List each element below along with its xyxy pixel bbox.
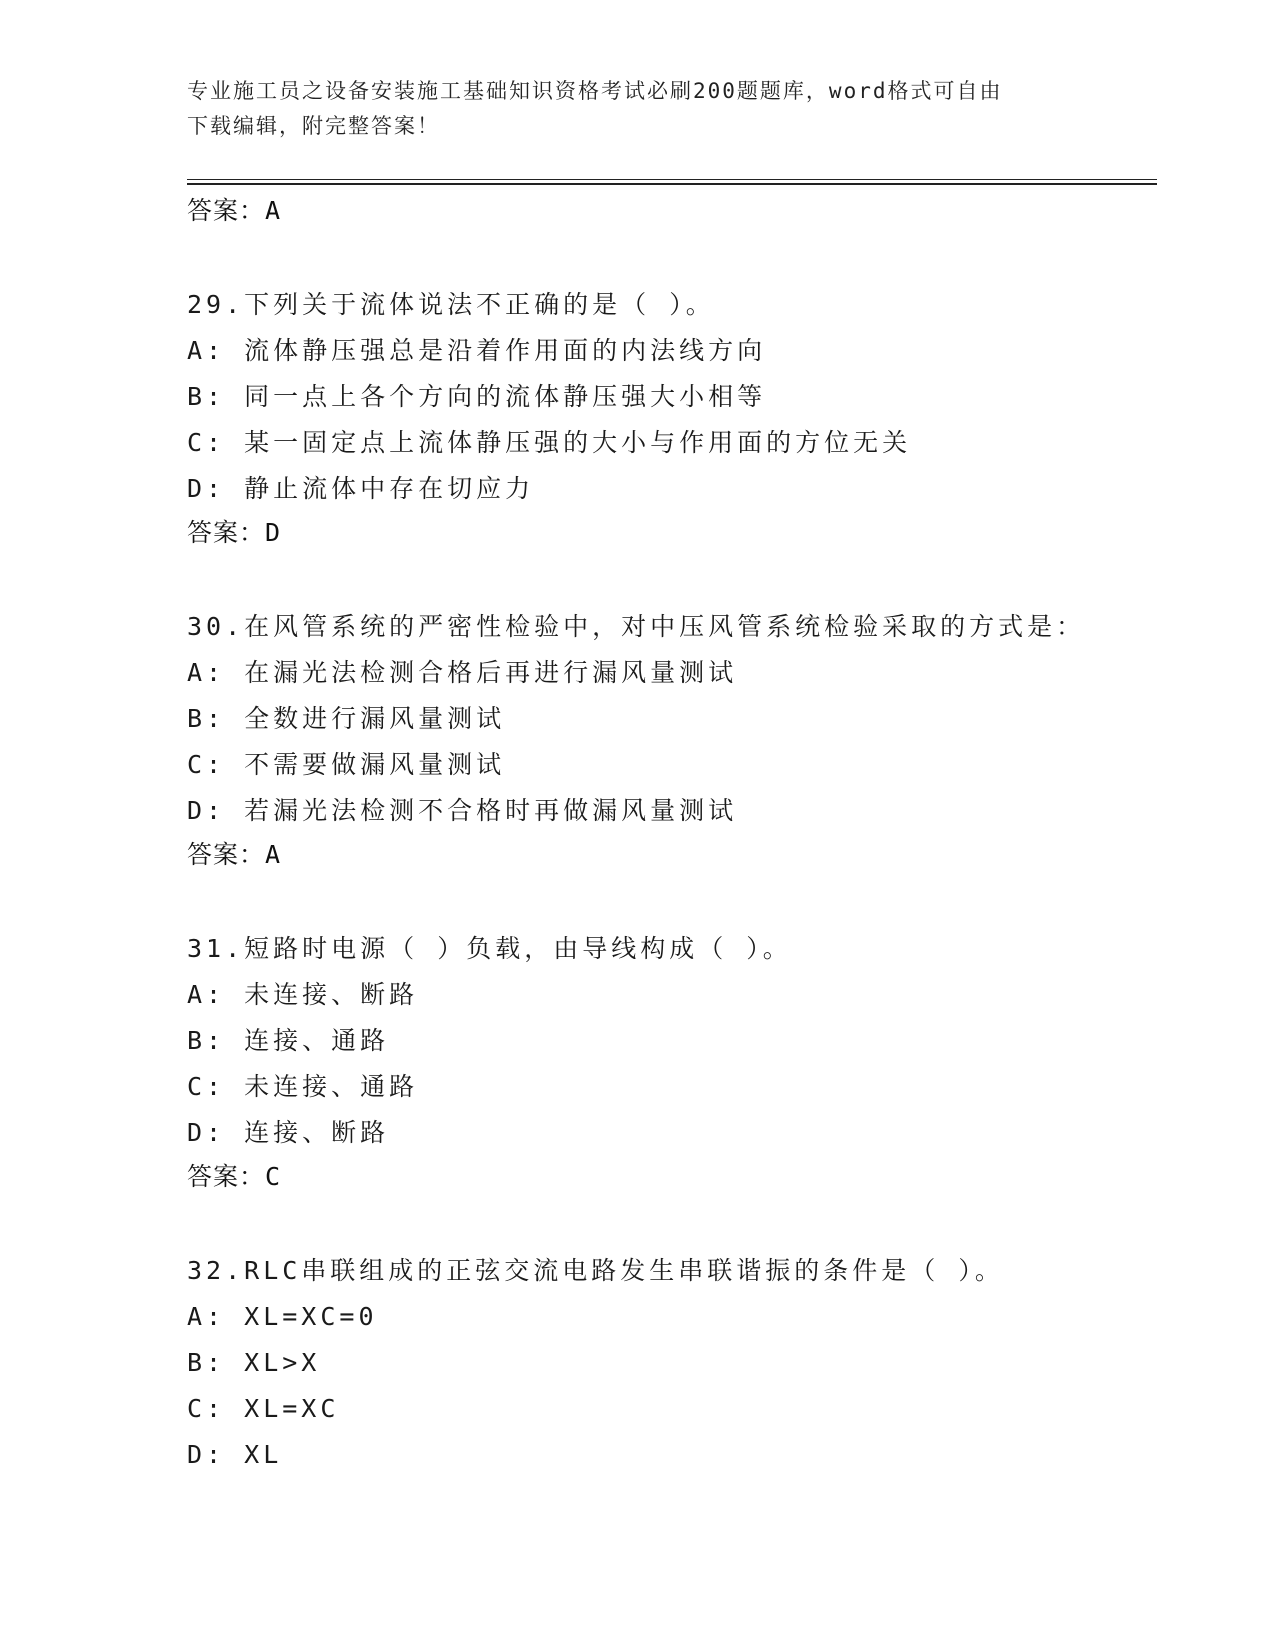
answer-line: 答案：D [187, 518, 282, 547]
question-block-31 [187, 926, 1177, 1198]
question-stem: 29.下列关于流体说法不正确的是（ ）。 [187, 290, 715, 319]
question-block-32 [187, 1248, 1177, 1478]
spacer [187, 554, 1177, 604]
header-divider-thin [187, 179, 1157, 180]
question-block-30 [187, 604, 1177, 876]
option-a: A: 在漏光法检测合格后再进行漏风量测试 [187, 658, 738, 687]
answer-line: 答案：A [187, 196, 282, 225]
option-c: C: 不需要做漏风量测试 [187, 750, 506, 779]
spacer [187, 876, 1177, 926]
answer-line: 答案：A [187, 840, 282, 869]
question-stem: 31.短路时电源（ ）负载，由导线构成（ ）。 [187, 934, 792, 963]
option-a: A: XL=XC=0 [187, 1302, 378, 1331]
spacer [187, 1198, 1177, 1248]
option-b: B: 全数进行漏风量测试 [187, 704, 506, 733]
option-c: C: XL=XC [187, 1394, 340, 1423]
option-b: B: 连接、通路 [187, 1026, 390, 1055]
option-a: A: 未连接、断路 [187, 980, 419, 1009]
option-d: D: 连接、断路 [187, 1118, 390, 1147]
answer-line: 答案：C [187, 1162, 282, 1191]
question-stem: 30.在风管系统的严密性检验中，对中压风管系统检验采取的方式是： [187, 612, 1086, 641]
option-d: D: 若漏光法检测不合格时再做漏风量测试 [187, 796, 738, 825]
header-divider-thick [187, 183, 1157, 185]
option-c: C: 某一固定点上流体静压强的大小与作用面的方位无关 [187, 428, 912, 457]
document-header [187, 74, 1067, 144]
header-title-line-1: 专业施工员之设备安装施工基础知识资格考试必刷200题题库，word格式可自由 [187, 79, 1003, 103]
header-title-line-2: 下载编辑，附完整答案！ [187, 114, 440, 138]
option-b: B: XL>X [187, 1348, 321, 1377]
option-d: D: XL [187, 1440, 283, 1469]
option-b: B: 同一点上各个方向的流体静压强大小相等 [187, 382, 767, 411]
question-stem: 32.RLC串联组成的正弦交流电路发生串联谐振的条件是（ ）。 [187, 1256, 1004, 1285]
option-c: C: 未连接、通路 [187, 1072, 419, 1101]
spacer [187, 232, 1177, 282]
question-block-29 [187, 282, 1177, 554]
question-list [187, 190, 1177, 1478]
option-a: A: 流体静压强总是沿着作用面的内法线方向 [187, 336, 767, 365]
option-d: D: 静止流体中存在切应力 [187, 474, 535, 503]
